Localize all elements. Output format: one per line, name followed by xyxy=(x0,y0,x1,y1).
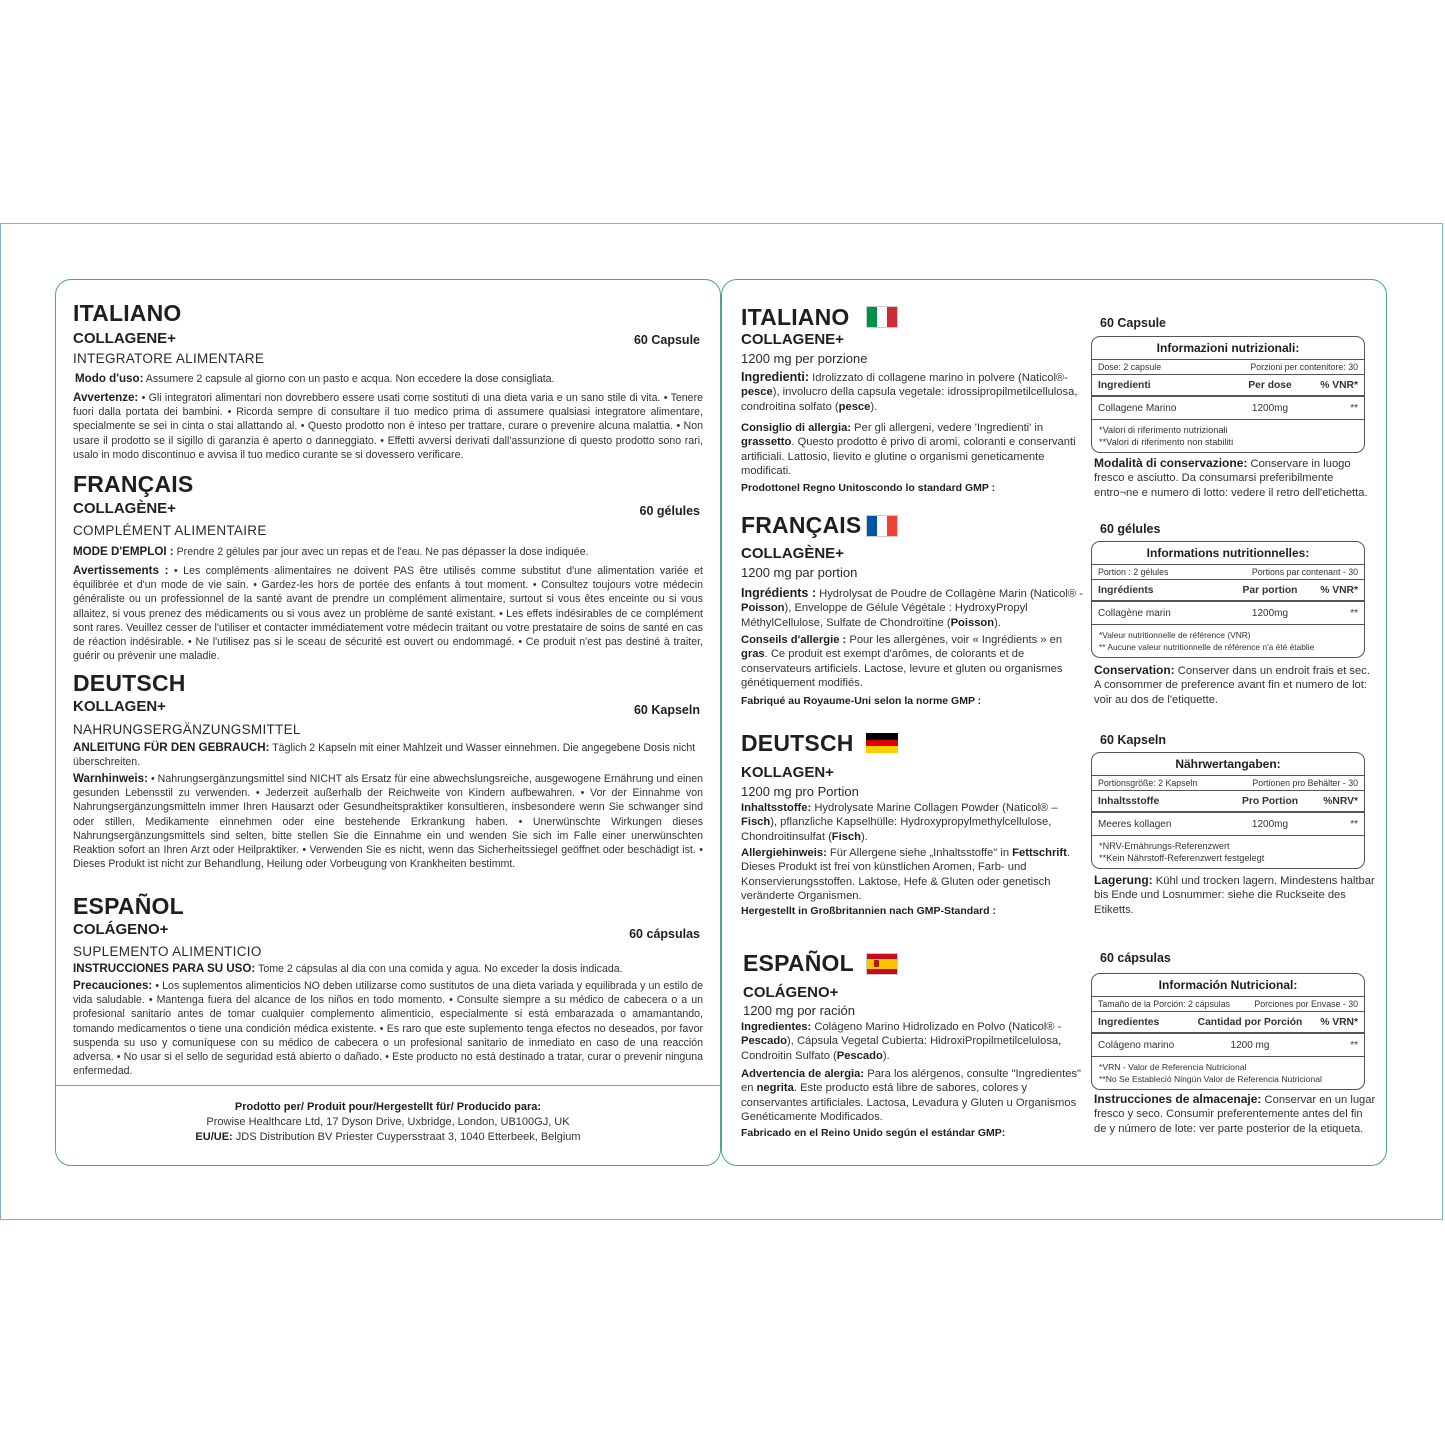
nutrition-footnotes: *Valori di riferimento nutrizionali **Valori di riferimento non stabiliti xyxy=(1099,425,1234,447)
right-es-product-name: COLÁGENO+ xyxy=(743,984,839,1001)
right-de-language-heading: DEUTSCH xyxy=(741,730,854,756)
right-es-manufactured-gmp: Fabricado en el Reino Unido según el estándar GMP: xyxy=(741,1127,1006,1139)
right-it-capsule-count: 60 Capsule xyxy=(1100,316,1167,330)
nutrition-title: Información Nutricional: xyxy=(1158,978,1298,992)
footer-eu-address: EU/UE: JDS Distribution BV Priester Cuypersstraat 3, 1040 Etterbeek, Belgium xyxy=(195,1131,581,1143)
right-fr-storage: Conservation: Conserver dans un endroit frais et sec. A consommer de preference avant fin et numero de lot: voir au dos de l'etiquette. xyxy=(1094,663,1370,706)
left-fr-directions: MODE D'EMPLOI : Prendre 2 gélules par jour avec un repas et de l'eau. Ne pas dépasser la dose indiquée. xyxy=(73,545,589,558)
nutrition-footnotes: *VRN - Valor de Referencia Nutricional **No Se Estableció Ningún Valor de Referencia Nutricional xyxy=(1099,1062,1322,1084)
nutrition-header-row: Inhaltsstoffe Pro Portion %NRV* xyxy=(1092,790,1364,813)
right-it-nutrition-table xyxy=(1091,336,1365,453)
left-it-directions: Modo d'uso: Assumere 2 capsule al giorno con un pasto e acqua. Non eccedere la dose consigliata. xyxy=(75,372,555,385)
italy-flag-icon xyxy=(866,306,898,328)
right-es-language-heading: ESPAÑOL xyxy=(743,950,854,976)
nutrition-data-row: Collagène marin 1200mg ** xyxy=(1092,602,1364,625)
right-de-allergy-advice: Allergiehinweis: Für Allergene siehe „Inhaltsstoffe" in Fettschrift. Dieses Produkt ist frei von künstlichen Aromen, Farb- und Konservierungsstoffen. Laktose, Hefe & Gluten oder genetisch veränderte Organismen. xyxy=(741,847,1070,903)
right-es-storage: Instrucciones de almacenaje: Conservar en un lugar fresco y seco. Consumir preferentemente antes del fin de y número de lote: ver parte posterior de la etiqueta. xyxy=(1094,1092,1376,1135)
france-flag-icon xyxy=(866,515,898,537)
left-de-capsule-count: 60 Kapseln xyxy=(633,703,700,717)
nutrition-title: Informations nutritionnelles: xyxy=(1146,546,1310,560)
manufacturer-footer xyxy=(56,1085,720,1145)
right-es-nutrition-table xyxy=(1091,973,1365,1090)
left-es-capsule-count: 60 cápsulas xyxy=(629,927,700,941)
nutrition-serving-row: Portionsgröße: 2 Kapseln Portionen pro Behälter - 30 xyxy=(1092,775,1364,790)
right-de-storage: Lagerung: Kühl und trocken lagern. Mindestens haltbar bis Ende und Losnummer: siehe die Ruckseite des Etiketts. xyxy=(1094,873,1375,916)
nutrition-title: Informazioni nutrizionali: xyxy=(1156,341,1300,355)
footer-made-for-label: Prodotto per/ Produit pour/Hergestellt für/ Producido para: xyxy=(234,1101,542,1113)
nutrition-header-row: Ingredientes Cantidad por Porción % VRN* xyxy=(1092,1011,1364,1034)
nutrition-data-row: Collagene Marino 1200mg ** xyxy=(1092,397,1364,420)
right-fr-language-heading: FRANÇAIS xyxy=(741,512,862,538)
right-fr-nutrition-table xyxy=(1091,541,1365,658)
nutrition-title: Nährwertangaben: xyxy=(1175,757,1281,771)
right-it-ingredients: Ingredienti: Idrolizzato di collagene marino in polvere (Naticol®-pesce), involucro della capsula vegetale: idrossipropilmetilcellulosa, condroitina solfato (pesce). xyxy=(741,370,1078,413)
nutrition-serving-row: Portion : 2 gélules Portions par contenant - 30 xyxy=(1092,564,1364,579)
left-it-product-name: COLLAGENE+ xyxy=(73,330,176,347)
left-fr-warnings: Avertissements : • Les compléments alimentaires ne doivent PAS être utilisés comme substitut d'une alimentation variée et équilibrée et d'un mode de vie sain. • Gardez-les hors de portée des enfants à tout moment. • Consultez toujours votre médecin généraliste ou un professionnel de la santé avant de prendre un complément alimentaire, surtout si vous êtes enceinte ou si vous allaitez, si vous prenez des médicaments ou si vous avez un problème de santé existant. • Les effets indésirables de ce complément sont rares. Veuillez cesser de l'utiliser et contacter immédiatement votre médecin traitant ou votre prestataire de soins de santé en cas de réaction indésirable. • Ne l'utilisez pas si le sceau de sécurité est ouvert ou endommagé. • Ce produit n'est pas destiné à traiter, guérir ou prévenir une maladie. xyxy=(73,564,703,663)
right-fr-allergy-advice: Conseils d'allergie : Pour les allergènes, voir « Ingrédients » en gras. Ce produit est exempt d'arômes, de colorants et de conservateurs artificiels. Lactose, levure et gluten ou organismes génétiquement modifiés. xyxy=(741,634,1063,690)
left-de-directions: ANLEITUNG FÜR DEN GEBRAUCH: Täglich 2 Kapseln mit einer Mahlzeit und Wasser einnehmen. Die angegebene Dosis nicht überschreiten. xyxy=(73,741,696,769)
right-fr-manufactured-gmp: Fabriqué au Royaume-Uni selon la norme GMP : xyxy=(741,695,982,707)
left-fr-product-name: COLLAGÈNE+ xyxy=(73,500,176,517)
left-es-language-heading: ESPAÑOL xyxy=(73,893,184,919)
right-es-allergy-advice: Advertencia de alergia: Para los alérgenos, consulte "Ingredientes" en negrita. Este producto está libre de sabores, colores y conservantes artificiales. Lactosa, Levadura y Gluten u Organismos Genéticamente Modificados. xyxy=(741,1068,1082,1124)
left-es-warnings: Precauciones: • Los suplementos alimenticios NO deben utilizarse como sustitutos de una dieta variada y equilibrada y un estilo de vida saludable. • Mantenga fuera del alcance de los niños en todo momento. • Consulte siempre a su médico de cabecera o a un profesional sanitario antes de tomar cualquier complemento alimenticio, especialmente si está embarazada o amamantando, tomando medicamentos o tiene una condición médica existente. • Es raro que este suplemento tenga efectos no deseados, por favor suspenda su uso y comuníquese con su médico de cabecera o un profesional sanitario de inmediato en caso de una reacción adversa. • No usar si el sello de seguridad está abierto o dañado. • Este producto no está destinado a tratar, curar o prevenir ninguna enfermedad. xyxy=(73,979,703,1078)
right-es-capsule-count: 60 cápsulas xyxy=(1100,951,1171,965)
left-de-product-name: KOLLAGEN+ xyxy=(73,698,166,715)
left-de-warnings: Warnhinweis: • Nahrungsergänzungsmittel sind NICHT als Ersatz für eine abwechslungsreiche, ausgewogene Ernährung und einen gesunden Lebensstil zu verwenden. • Jederzeit außerhalb der Reichweite von Kindern aufbewahren. • Vor der Einnahme von Nahrungsergänzungsmitteln immer Ihren Hausarzt oder Gesundheitspraktiker konsultieren, insbesondere wenn Sie schwanger sind oder stillen, Medikamente einnehmen oder eine bestehende Erkrankung haben. • Unerwünschte Wirkungen dieses Nahrungsergänzungsmittels sind selten, bitte stellen Sie die Einnahme ein und wenden Sie sich im Falle einer unerwünschten Reaktion sofort an Ihren Arzt oder Heilpraktiker. • Verwenden Sie es nicht, wenn das Sicherheitssiegel geöffnet oder beschädigt ist. • Dieses Produkt ist nicht zur Behandlung, Heilung oder Vorbeugung von Krankheiten bestimmt. xyxy=(73,772,703,871)
left-fr-language-heading: FRANÇAIS xyxy=(73,471,194,497)
left-it-language-heading: ITALIANO xyxy=(73,300,182,326)
right-es-dose: 1200 mg por ración xyxy=(743,1003,856,1018)
nutrition-serving-row: Tamaño de la Porción: 2 cápsulas Porciones por Envase - 30 xyxy=(1092,996,1364,1011)
nutrition-footnotes: *NRV-Ernährungs-Referenzwert **Kein Nährstoff-Referenzwert festgelegt xyxy=(1099,841,1265,863)
nutrition-data-row: Colágeno marino 1200 mg ** xyxy=(1092,1034,1364,1057)
spain-flag-icon xyxy=(866,953,898,975)
right-it-product-name: COLLAGENE+ xyxy=(741,331,844,348)
nutrition-header-row: Ingredienti Per dose % VNR* xyxy=(1092,374,1364,397)
left-fr-capsule-count: 60 gélules xyxy=(639,504,700,518)
nutrition-data-row: Meeres kollagen 1200mg ** xyxy=(1092,813,1364,836)
left-es-directions: INSTRUCCIONES PARA SU USO: Tome 2 cápsulas al dia con una comida y agua. No exceder la dosis indicada. xyxy=(73,962,623,975)
right-de-ingredients: Inhaltsstoffe: Hydrolysate Marine Collagen Powder (Naticol® – Fisch), pflanzliche Kapselhülle: Hydroxypropylmethylcellulose, Chondroitinsulfat (Fisch). xyxy=(741,802,1058,843)
left-es-product-type: SUPLEMENTO ALIMENTICIO xyxy=(73,944,262,959)
right-it-storage: Modalità di conservazione: Conservare in luogo fresco e asciutto. Da consumarsi preferibilmente entro¬ne e numero di lotto: vedere il retro dell'etichetta. xyxy=(1094,456,1368,499)
germany-flag-icon xyxy=(866,733,898,753)
nutrition-serving-row: Dose: 2 capsule Porzioni per contenitore: 30 xyxy=(1092,359,1364,374)
right-fr-product-name: COLLAGÈNE+ xyxy=(741,545,844,562)
right-de-manufactured-gmp: Hergestellt in Großbritannien nach GMP-Standard : xyxy=(741,905,996,917)
right-fr-dose: 1200 mg par portion xyxy=(741,565,858,580)
left-it-product-type: INTEGRATORE ALIMENTARE xyxy=(73,351,265,366)
left-de-product-type: NAHRUNGSERGÄNZUNGSMITTEL xyxy=(73,722,301,737)
right-it-allergy-advice: Consiglio di allergia: Per gli allergeni, vedere 'Ingredienti' in grassetto. Questo prodotto è privo di aromi, coloranti e conservanti artificiali. Lattosio, lievito e glutine o organismi geneticamente modificati. xyxy=(741,422,1076,478)
right-fr-capsule-count: 60 gélules xyxy=(1100,522,1161,536)
left-de-language-heading: DEUTSCH xyxy=(73,670,186,696)
footer-address: Prowise Healthcare Ltd, 17 Dyson Drive, Uxbridge, London, UB100GJ, UK xyxy=(206,1116,570,1128)
left-es-product-name: COLÁGENO+ xyxy=(73,921,169,938)
nutrition-header-row: Ingrédients Par portion % VNR* xyxy=(1092,579,1364,602)
left-it-capsule-count: 60 Capsule xyxy=(633,333,700,347)
right-de-nutrition-table xyxy=(1091,752,1365,869)
right-de-dose: 1200 mg pro Portion xyxy=(741,784,859,799)
nutrition-footnotes: *Valeur nutritionnelle de référence (VNR) ** Aucune valeur nutritionnelle de référence n'a été établie xyxy=(1099,630,1315,652)
left-fr-product-type: COMPLÉMENT ALIMENTAIRE xyxy=(73,523,267,538)
left-it-warnings: Avvertenze: • Gli integratori alimentari non dovrebbero essere usati come sostituti di una dieta varia e un sano stile di vita. • Tenere fuori dalla portata dei bambini. • Ricorda sempre di consultare il tuo medico prima di assumere qualsiasi integratore alimentare, specialmente se sei in cinta o stai allattando al. • Questo prodotto non è inteso per trattare, curare o prevenire alcuna malattia. • Non usare il prodotto se il sigillo di garanzia è aperto o danneggiato. • Effetti avversi derivati dall'assunzione di questo prodotto sono rari, usalo in modo discontinuo e avvisa il tuo medico curante se si dovessero verificare. xyxy=(73,391,703,461)
right-it-manufactured-gmp: Prodottonel Regno Unitoscondo lo standard GMP : xyxy=(741,482,996,494)
right-fr-ingredients: Ingrédients : Hydrolysat de Poudre de Collagène Marin (Naticol® - Poisson), Enveloppe de Gélule Végétale : HydroxyPropyl MéthylCellulose, Sulfate de Chondroïtine (Poisson). xyxy=(741,586,1083,629)
right-de-product-name: KOLLAGEN+ xyxy=(741,764,834,781)
right-it-dose: 1200 mg per porzione xyxy=(741,351,868,366)
right-it-language-heading: ITALIANO xyxy=(741,304,850,330)
right-de-capsule-count: 60 Kapseln xyxy=(1100,733,1167,747)
right-es-ingredients: Ingredientes: Colágeno Marino Hidrolizado en Polvo (Naticol® - Pescado), Cápsula Vegetal Cubierta: HidroxiPropilmetilcelulosa, Condroitin Sulfato (Pescado). xyxy=(741,1021,1062,1062)
